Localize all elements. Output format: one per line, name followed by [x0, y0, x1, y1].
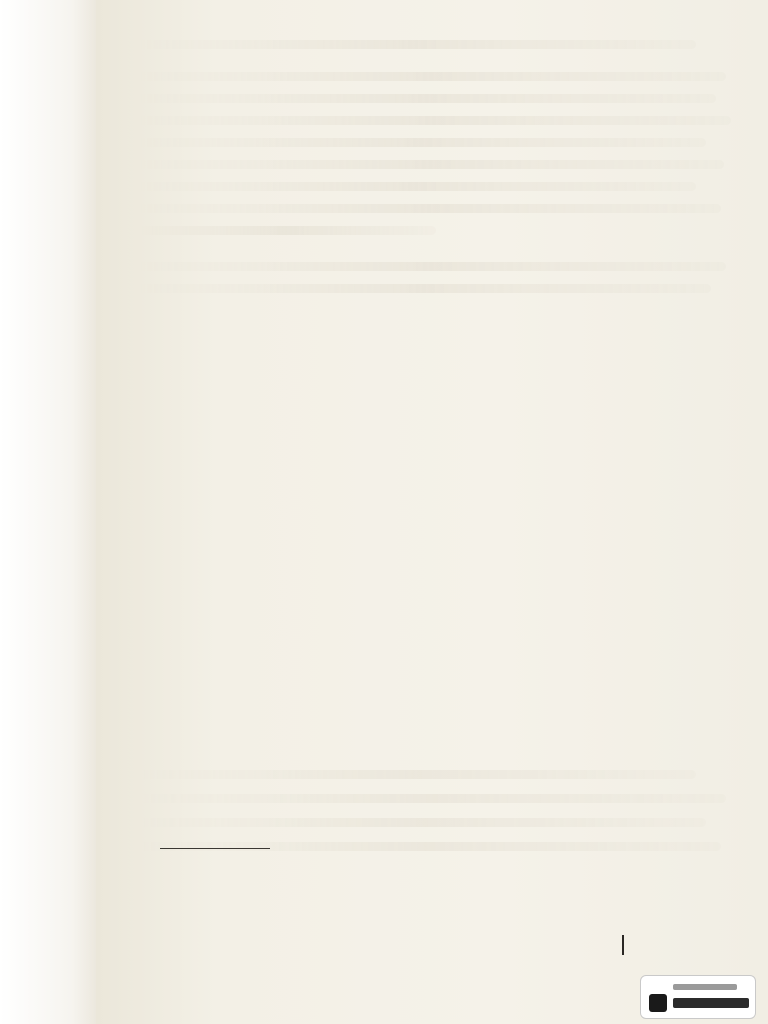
- scanner-edge: [0, 0, 96, 1024]
- scanned-book-page: [96, 0, 768, 1024]
- watermark-caption-mark: [673, 984, 737, 990]
- page-number-marker: [622, 935, 624, 955]
- reverse-side-bleedthrough: [136, 36, 736, 316]
- footnote-rule: [160, 848, 270, 849]
- watermark-brand-mark: [673, 998, 749, 1008]
- reverse-side-bleedthrough-lower: [136, 760, 736, 880]
- camscanner-logo-icon: [649, 994, 667, 1012]
- camscanner-watermark: [640, 975, 756, 1019]
